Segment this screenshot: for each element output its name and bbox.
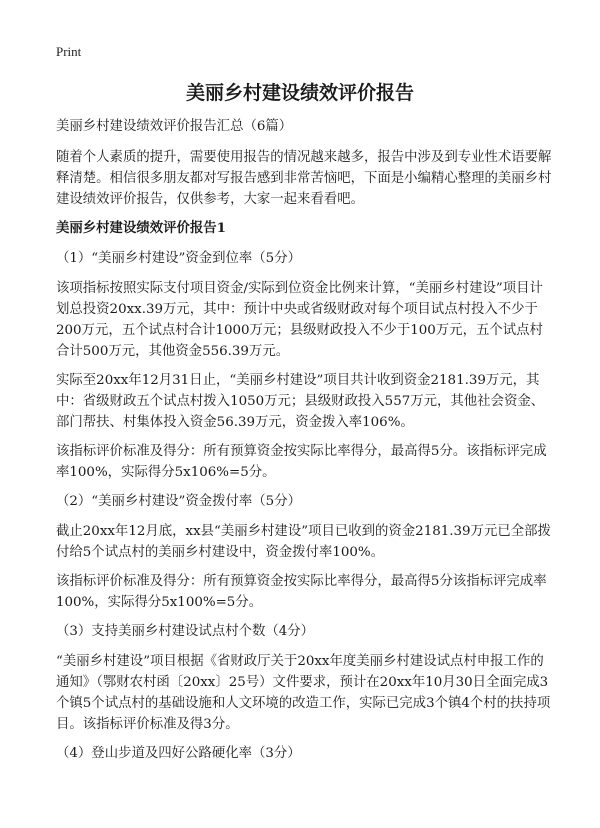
item-heading-2: （2）“美丽乡村建设”资金拨付率（5分） — [56, 494, 301, 509]
paragraph-5: 该指标评价标准及得分：所有预算资金按实际比率得分，最高得5分该指标评完成率100%，实际得分5x100%=5分。 — [56, 574, 547, 610]
article-body — [56, 116, 552, 773]
item-heading-3: （3）支持美丽乡村建设试点村个数（4分） — [56, 624, 315, 639]
print-link[interactable]: Print — [56, 44, 82, 59]
paragraph-3: 该指标评价标准及得分：所有预算资金按实际比率得分，最高得5分。该指标评完成率100%，实际得分5x106%=5分。 — [56, 444, 547, 480]
section-heading: 美丽乡村建设绩效评价报告1 — [56, 220, 227, 236]
page-title: 美丽乡村建设绩效评价报告 — [185, 82, 414, 104]
item-heading-1: （1）“美丽乡村建设”资金到位率（5分） — [56, 251, 301, 266]
paragraph-2: 实际至20xx年12月31日止，“美丽乡村建设”项目共计收到资金2181.39万元，其中：省级财政五个试点村拨入1050万元；县级财政投入557万元，其他社会资金、部门帮扶、村集体投入资金56.39万元，资金拨入率106%。 — [56, 373, 545, 430]
paragraph-1: 该项指标按照实际支付项目资金/实际到位资金比例来计算，“美丽乡村建设”项目计划总投资20xx.39万元，其中：预计中央或省级财政对每个项目试点村投入不少于200万元，五个试点村合计1000万元；县级财政投入不少于100万元，五个试点村合计500万元，其他资金556.39万元。 — [56, 281, 543, 359]
paragraph-6: “美丽乡村建设”项目根据《省财政厅关于20xx年度美丽乡村建设试点村申报工作的通知》（鄂财农村函〔20xx〕25号）文件要求，预计在20xx年10月30日全面完成3个镇5个试点村的基础设施和人文环境的改造工作，实际已完成3个镇4个村的扶持项目。该指标评价标准及得3分。 — [56, 654, 551, 732]
intro-paragraph: 随着个人素质的提升，需要使用报告的情况越来越多，报告中涉及到专业性术语要解释清楚。相信很多朋友都对写报告感到非常苦恼吧，下面是小编精心整理的美丽乡村建设绩效评价报告，仅供参考，大家一起来看看吧。 — [56, 150, 552, 207]
item-heading-4: （4）登山步道及四好公路硬化率（3分） — [56, 746, 301, 761]
paragraph-4: 截止20xx年12月底，xx县“美丽乡村建设”项目已收到的资金2181.39万元已全部拨付给5个试点村的美丽乡村建设中，资金拨付率100%。 — [56, 524, 551, 560]
article-subtitle: 美丽乡村建设绩效评价报告汇总（6篇） — [56, 119, 293, 134]
